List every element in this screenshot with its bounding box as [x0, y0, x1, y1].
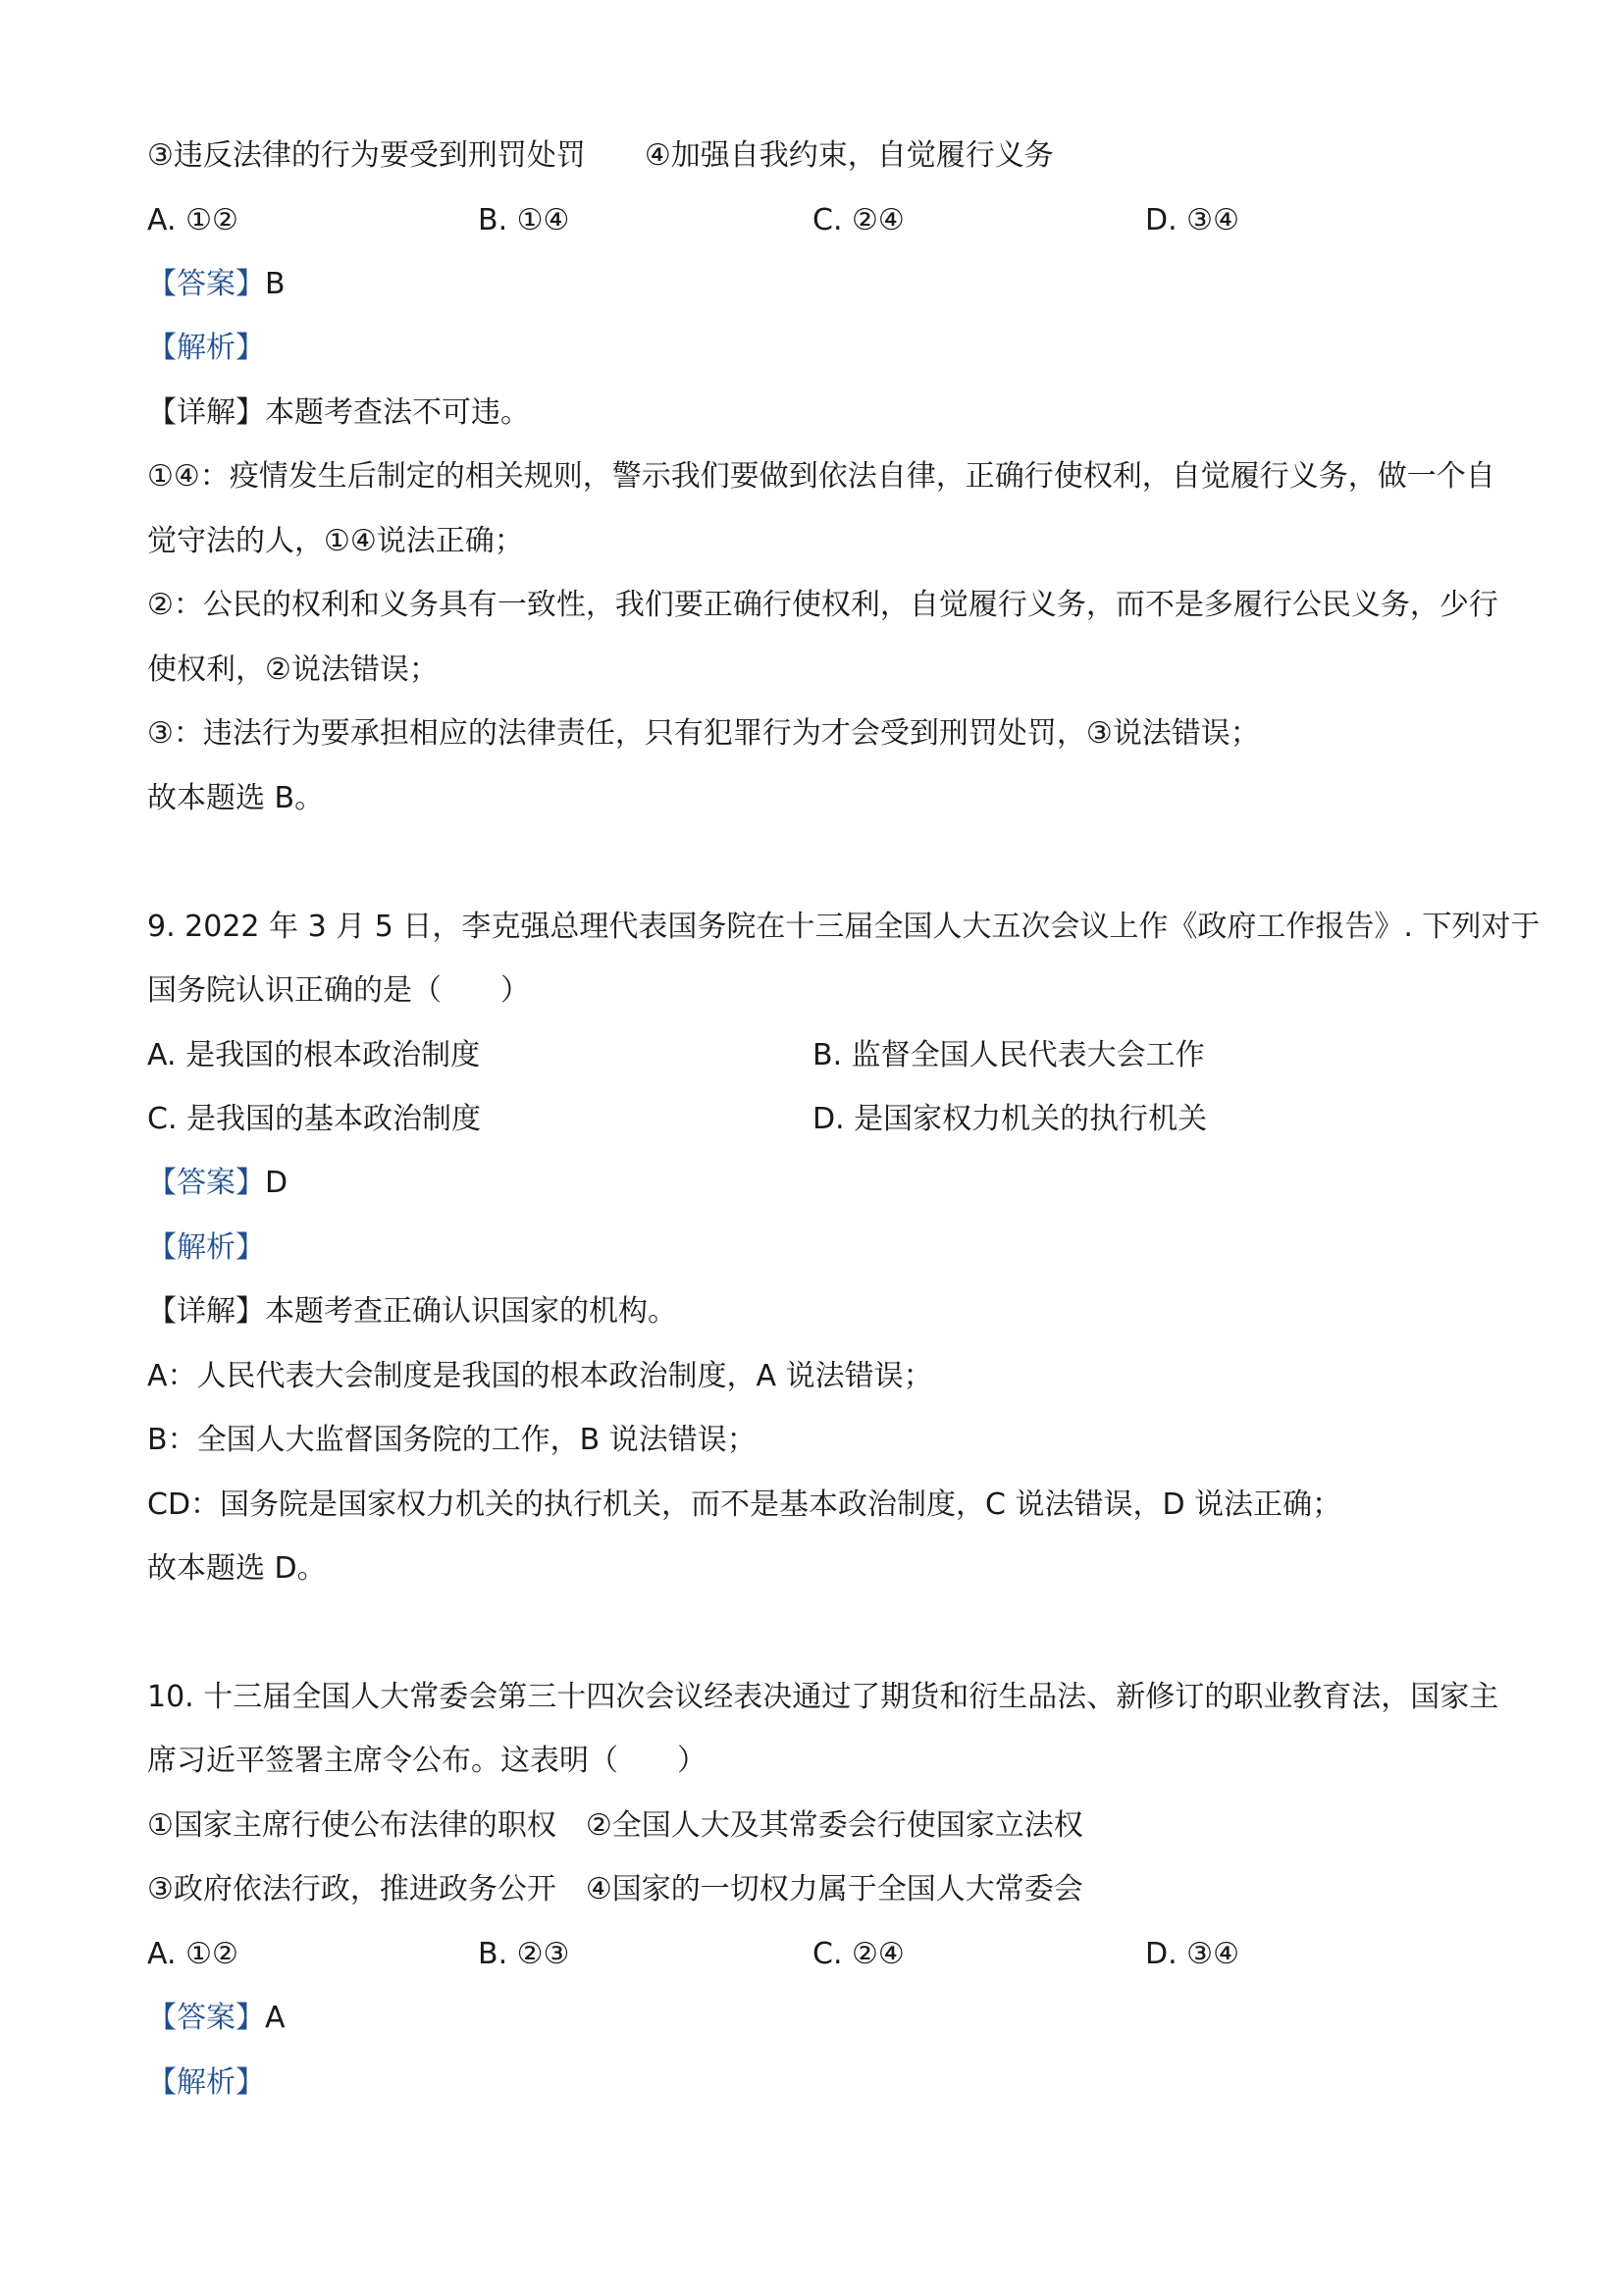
q10-option-c: C. ②④	[812, 1937, 905, 1971]
q10-question-line: 席习近平签署主席令公布。这表明（ ）	[147, 1744, 707, 1778]
q8-option-c: C. ②④	[812, 203, 905, 237]
q8-analysis-label: 【解析】	[147, 331, 265, 365]
answer-value: A	[265, 2001, 286, 2035]
q8-detail-line: ①④：疫情发生后制定的相关规则，警示我们要做到依法自律，正确行使权利，自觉履行义务，做一个自	[147, 459, 1495, 494]
q10-option-b: B. ②③	[478, 1937, 570, 1971]
q10-statement-line: ③政府依法行政，推进政务公开 ④国家的一切权力属于全国人大常委会	[147, 1872, 1083, 1906]
q8-detail-line: ②：公民的权利和义务具有一致性，我们要正确行使权利，自觉履行义务，而不是多履行公民义务，少行	[147, 588, 1498, 622]
q8-detail-line: 【详解】本题考查法不可违。	[147, 395, 530, 430]
q9-option-b: B. 监督全国人民代表大会工作	[812, 1038, 1205, 1072]
answer-value: B	[265, 267, 286, 301]
q9-detail-line: A：人民代表大会制度是我国的根本政治制度，A 说法错误；	[147, 1359, 933, 1393]
q9-analysis-label: 【解析】	[147, 1230, 265, 1265]
q8-option-b: B. ①④	[478, 203, 570, 237]
q8-statement-line: ③违反法律的行为要受到刑罚处罚 ④加强自我约束，自觉履行义务	[147, 138, 1054, 173]
answer-label: 【答案】	[147, 267, 265, 301]
q8-detail-line: 使权利，②说法错误；	[147, 652, 439, 687]
q8-answer	[147, 265, 1482, 304]
answer-label: 【答案】	[147, 2001, 265, 2035]
q9-question-line: 9. 2022 年 3 月 5 日，李克强总理代表国务院在十三届全国人大五次会议上作《政府工作报告》. 下列对于	[147, 910, 1541, 944]
answer-label: 【答案】	[147, 1166, 265, 1200]
q10-question-line: 10. 十三届全国人大常委会第三十四次会议经表决通过了期货和衍生品法、新修订的职业教育法，国家主	[147, 1680, 1499, 1714]
q10-answer	[147, 1999, 1482, 2038]
q8-option-d: D. ③④	[1145, 203, 1239, 237]
q9-detail-line: 【详解】本题考查正确认识国家的机构。	[147, 1294, 677, 1329]
q8-detail-line: ③：违法行为要承担相应的法律责任，只有犯罪行为才会受到刑罚处罚，③说法错误；	[147, 716, 1260, 751]
q9-detail-line: B：全国人大监督国务院的工作，B 说法错误；	[147, 1423, 757, 1457]
q8-detail-line: 觉守法的人，①④说法正确；	[147, 524, 524, 558]
q9-option-d: D. 是国家权力机关的执行机关	[812, 1102, 1208, 1136]
q10-option-a: A. ①②	[147, 1937, 238, 1971]
q9-option-a: A. 是我国的根本政治制度	[147, 1038, 481, 1072]
q8-option-a: A. ①②	[147, 203, 238, 237]
q10-statement-line: ①国家主席行使公布法律的职权 ②全国人大及其常委会行使国家立法权	[147, 1808, 1083, 1843]
q9-question-line: 国务院认识正确的是（ ）	[147, 973, 530, 1008]
q9-detail-line: CD：国务院是国家权力机关的执行机关，而不是基本政治制度，C 说法错误，D 说法正确；	[147, 1487, 1342, 1522]
answer-value: D	[265, 1166, 288, 1200]
q9-answer	[147, 1164, 1482, 1203]
q10-analysis-label: 【解析】	[147, 2065, 265, 2100]
q8-detail-line: 故本题选 B。	[147, 781, 325, 815]
q10-option-d: D. ③④	[1145, 1937, 1239, 1971]
q9-option-c: C. 是我国的基本政治制度	[147, 1102, 482, 1136]
q9-detail-line: 故本题选 D。	[147, 1551, 327, 1586]
